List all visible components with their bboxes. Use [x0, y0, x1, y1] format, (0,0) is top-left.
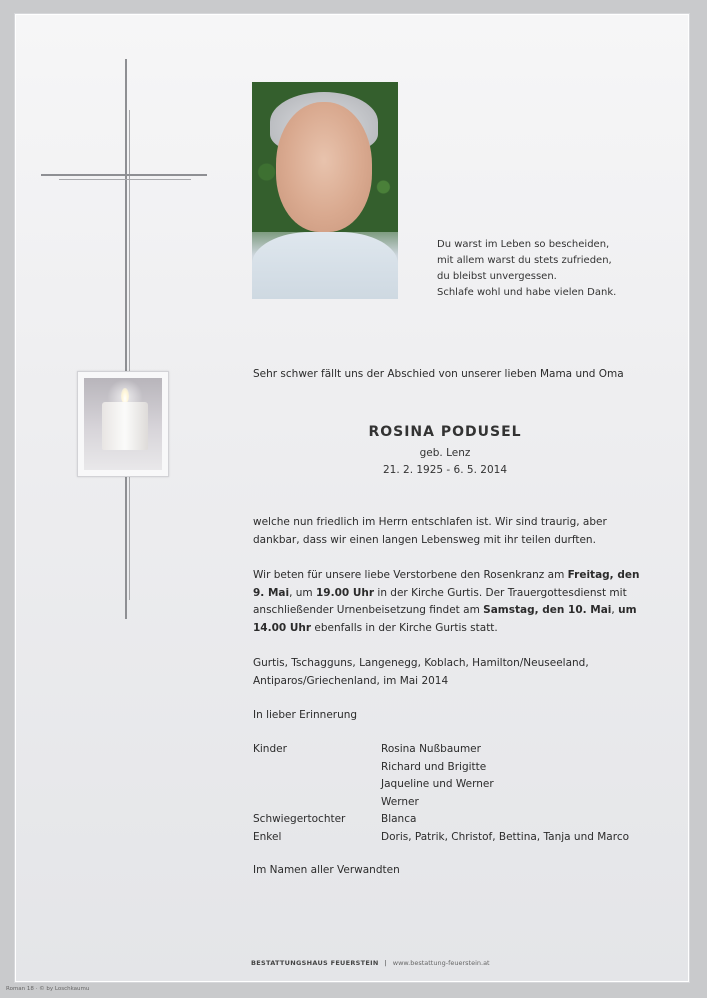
paragraph-places: Gurtis, Tschagguns, Langenegg, Koblach, Hamilton/Neuseeland, Antiparos/Griechenland, im Mai 2014 — [253, 657, 589, 687]
family-role: Kinder — [253, 743, 287, 755]
service-text: , um — [289, 586, 316, 599]
photo-blouse — [252, 232, 398, 299]
family-row — [253, 811, 629, 829]
born-name: geb. Lenz — [419, 447, 471, 459]
deceased-name: ROSINA PODUSEL — [368, 424, 522, 440]
intro-text: Sehr schwer fällt uns der Abschied von unserer lieben Mama und Oma — [253, 368, 624, 380]
candle-flame-icon — [121, 388, 129, 403]
cross-icon-vertical-inner — [129, 110, 130, 600]
footer — [251, 959, 490, 967]
family-names: Blanca — [381, 813, 417, 825]
family-row — [253, 741, 629, 759]
portrait-photo — [252, 82, 398, 299]
cross-icon-horizontal-inner — [59, 179, 191, 180]
service-text: , — [611, 604, 619, 616]
poem-line: Schlafe wohl und habe vielen Dank. — [437, 287, 617, 298]
paragraph-service — [253, 567, 653, 637]
family-names: Richard und Brigitte — [381, 760, 487, 773]
photo-face — [276, 102, 372, 232]
family-row — [253, 759, 629, 777]
family-list — [253, 741, 629, 846]
cross-icon-vertical — [125, 59, 127, 619]
paragraph-remembrance: In lieber Erinnerung — [253, 709, 358, 721]
family-names: Jaqueline und Werner — [381, 778, 494, 790]
memorial-poem — [437, 237, 616, 301]
poem-line: mit allem warst du stets zufrieden, — [437, 255, 612, 266]
closing-text: Im Namen aller Verwandten — [253, 864, 400, 876]
template-credit: Roman 18 · © by Loschkaumu — [6, 986, 90, 992]
funeral-date: Samstag, den 10. Mai — [483, 604, 612, 616]
service-text: in der Kirche Gurtis. Der Trauergottesdienst mit anschließender Urnenbeisetzung findet am — [253, 586, 627, 616]
service-text: ebenfalls in der Kirche Gurtis statt. — [311, 621, 498, 634]
service-text: Wir beten für unsere liebe Verstorbene den Rosenkranz am — [253, 569, 568, 581]
family-names: Rosina Nußbaumer — [381, 743, 481, 755]
family-row — [253, 829, 629, 847]
life-dates: 21. 2. 1925 - 6. 5. 2014 — [382, 464, 507, 476]
family-role — [253, 776, 381, 794]
candle-background — [84, 378, 162, 470]
family-names: Werner — [381, 795, 419, 808]
rosary-date: Freitag, den 9. Mai — [253, 569, 640, 599]
family-role — [253, 794, 381, 812]
footer-separator: | — [384, 959, 387, 967]
family-role — [253, 759, 381, 777]
family-role: Enkel — [253, 830, 282, 843]
funeral-home-link[interactable]: www.bestattung-feuerstein.at — [392, 959, 490, 967]
family-row — [253, 794, 629, 812]
poem-line: Du warst im Leben so bescheiden, — [437, 239, 610, 250]
funeral-home-name: BESTATTUNGSHAUS FEUERSTEIN — [251, 959, 379, 967]
funeral-time: um 14.00 Uhr — [253, 604, 637, 634]
paragraph-passing: welche nun friedlich im Herrn entschlafen ist. Wir sind traurig, aber dankbar, dass wir einen langen Lebensweg mit ihr teilen durften. — [253, 516, 607, 546]
family-row — [253, 776, 629, 794]
candle-icon — [102, 402, 148, 450]
rosary-time: 19.00 Uhr — [316, 586, 375, 599]
poem-line: du bleibst unvergessen. — [437, 271, 557, 282]
family-role: Schwiegertochter — [253, 813, 346, 825]
cross-icon-horizontal — [41, 174, 207, 176]
candle-image — [77, 371, 169, 477]
family-names: Doris, Patrik, Christof, Bettina, Tanja und Marco — [381, 830, 630, 843]
obituary-page — [14, 13, 690, 983]
